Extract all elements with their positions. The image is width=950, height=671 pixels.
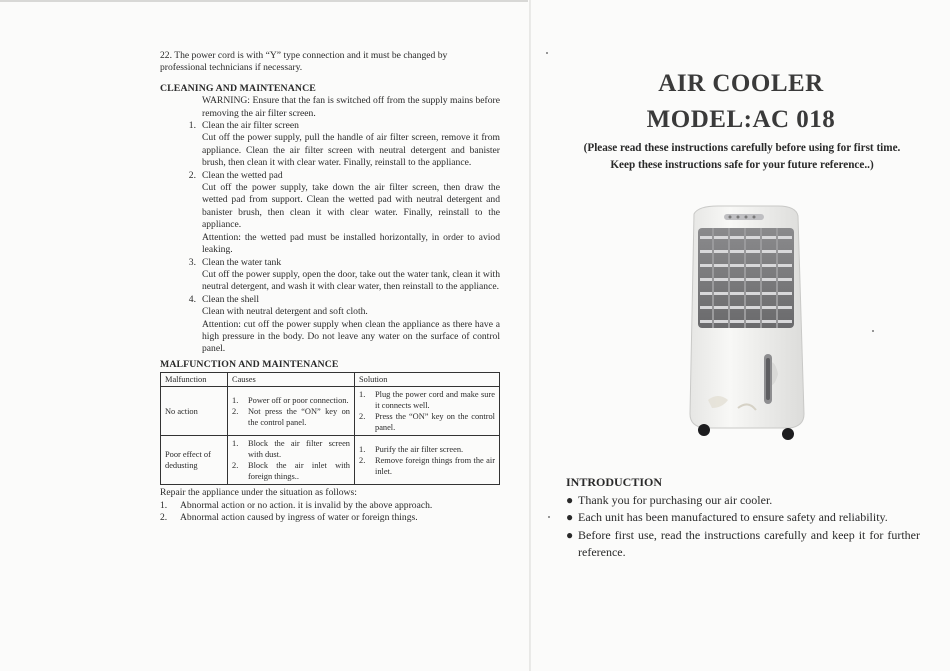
step-body: Cut off the power supply, open the door, take out the water tank, clean it with neutral detergent, and wash it with clear water, then reinstall to the appliance. (202, 268, 500, 293)
cause-number: 1. (232, 439, 239, 449)
solution-text: Plug the power cord and make sure it connects well. (375, 390, 495, 411)
step-number: 3. (188, 256, 196, 268)
bullet-dot-icon: ● (566, 527, 574, 542)
intro-bullet-text: Before first use, read the instructions carefully and keep it for further reference. (578, 527, 920, 560)
model-title: MODEL:AC 018 (646, 106, 836, 133)
left-page-content (160, 50, 500, 524)
item-22-line2: professional technicians if necessary. (160, 62, 303, 74)
malfunction-cell: Poor effect of dedusting (161, 436, 228, 485)
subtitle (562, 140, 922, 174)
header-causes: Causes (228, 373, 355, 387)
cleaning-step-2 (160, 170, 500, 257)
air-cooler-product-image (678, 204, 814, 454)
step-attention: Attention: cut off the power supply when clean the appliance as there have a high pressure in the body. Do not leave any water on the surface of control panel. (202, 318, 500, 355)
header-solution: Solution (355, 373, 500, 387)
step-title: Clean the water tank (202, 256, 282, 268)
step-title: Clean the wetted pad (202, 169, 283, 181)
intro-bullet-text: Thank you for purchasing our air cooler. (578, 492, 773, 507)
malfunction-heading: MALFUNCTION AND MAINTENANCE (160, 358, 339, 370)
introduction-section (566, 474, 920, 562)
repair-number: 1. (160, 499, 168, 511)
table-row (161, 436, 500, 485)
step-number: 1. (188, 120, 196, 132)
step-body: Cut off the power supply, pull the handle of air filter screen, remove it from appliance. Clean the air filter screen with neutral detergent and banister brush, then clean it with clear water. Finally, reinstall to the appliance. (202, 132, 500, 169)
cleaning-step-4 (160, 294, 500, 356)
repair-text: Abnormal action caused by ingress of water or foreign things. (180, 511, 418, 523)
table-row (161, 387, 500, 436)
cause-text: Not press the “ON” key on the control panel. (248, 406, 350, 427)
step-number: 2. (188, 169, 196, 181)
cleaning-heading: CLEANING AND MAINTENANCE (160, 82, 316, 94)
step-body: Clean with neutral detergent and soft cloth. (202, 306, 368, 318)
causes-cell (228, 436, 355, 485)
introduction-heading: INTRODUCTION (566, 475, 663, 489)
malfunction-table (160, 372, 500, 485)
repair-text: Abnormal action or no action. it is invalid by the above approach. (180, 499, 433, 511)
right-page (532, 0, 950, 671)
cleaning-step-3 (160, 257, 500, 294)
solution-text: Remove foreign things from the air inlet. (375, 455, 495, 476)
bullet-dot-icon: ● (566, 510, 574, 525)
scan-speck (546, 52, 548, 54)
repair-item (160, 500, 500, 512)
header-malfunction: Malfunction (161, 373, 228, 387)
solution-number: 1. (359, 390, 366, 400)
cause-number: 1. (232, 395, 239, 405)
cause-text: Block the air inlet with foreign things.. (248, 461, 350, 482)
step-title: Clean the shell (202, 293, 260, 305)
repair-number: 2. (160, 511, 168, 523)
document-title: AIR COOLER (658, 70, 824, 97)
repair-intro: Repair the appliance under the situation as follows: (160, 487, 357, 499)
intro-bullet-text: Each unit has been manufactured to ensure safety and reliability. (578, 510, 888, 525)
solution-number: 1. (359, 444, 366, 454)
intro-bullet-item (566, 492, 920, 510)
repair-item (160, 512, 500, 524)
intro-bullet-item (566, 527, 920, 562)
table-header-row (161, 373, 500, 387)
scan-speck (872, 330, 874, 332)
cause-text: Block the air filter screen with dust. (248, 439, 350, 460)
cleaning-warning: WARNING: Ensure that the fan is switched off from the supply mains before removing the air filter screen. (202, 95, 500, 119)
subtitle-line-2: Keep these instructions safe for your future reference..) (610, 159, 874, 171)
cleaning-step-1 (160, 120, 500, 170)
subtitle-line-1: (Please read these instructions carefully before using for first time. (583, 142, 901, 154)
solution-number: 2. (359, 412, 366, 422)
solution-text: Press the “ON” key on the control panel. (375, 412, 495, 433)
causes-cell (228, 387, 355, 436)
page-fold (529, 0, 531, 671)
malfunction-cell: No action (161, 387, 228, 436)
scan-speck (548, 516, 550, 518)
step-attention: Attention: the wetted pad must be installed horizontally, in order to aviod leaking. (202, 231, 500, 256)
step-number: 4. (188, 293, 196, 305)
cause-number: 2. (232, 406, 239, 416)
cause-text: Power off or poor connection. (248, 395, 349, 405)
bullet-dot-icon: ● (566, 492, 574, 507)
step-title: Clean the air filter screen (202, 120, 299, 132)
item-22-line1: 22. The power cord is with “Y” type connection and it must be changed by (160, 50, 448, 61)
solution-text: Purify the air filter screen. (375, 444, 464, 454)
intro-bullet-item (566, 509, 920, 527)
solution-cell (355, 387, 500, 436)
cause-number: 2. (232, 461, 239, 471)
solution-cell (355, 436, 500, 485)
solution-number: 2. (359, 455, 366, 465)
step-body: Cut off the power supply, take down the air filter screen, then draw the wetted pad from support. Clean the wetted pad with neutral detergent and banister brush, then clean it with clear water. Finally, reinstall to the appliance. (202, 182, 500, 231)
